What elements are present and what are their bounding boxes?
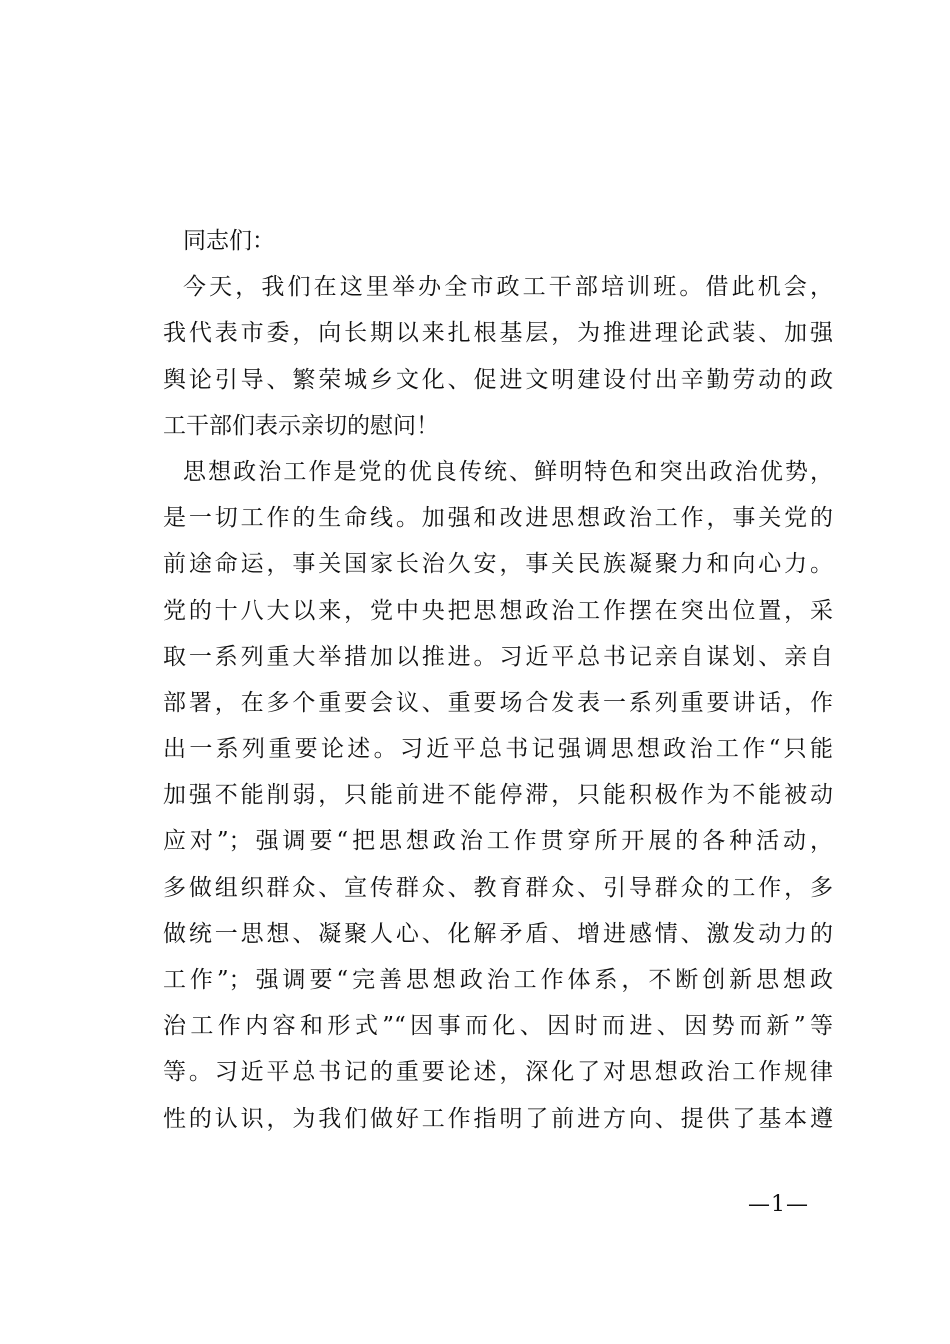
text-line: 今天，我们在这里举办全市政工干部培训班。借此机会，	[183, 274, 833, 301]
text-line: 我代表市委，向长期以来扎根基层，为推进理论武装、加强	[163, 320, 833, 347]
text-line: 思想政治工作是党的优良传统、鲜明特色和突出政治优势，	[183, 458, 833, 485]
page-number: —1—	[748, 1192, 809, 1217]
text-line: 出一系列重要论述。习近平总书记强调思想政治工作“只能	[163, 736, 833, 763]
text-line: 前途命运，事关国家长治久安，事关民族凝聚力和向心力。	[163, 551, 833, 578]
text-line: 做统一思想、凝聚人心、化解矛盾、增进感情、激发动力的	[163, 920, 833, 947]
text-line: 是一切工作的生命线。加强和改进思想政治工作，事关党的	[163, 505, 833, 532]
text-line: 党的十八大以来，党中央把思想政治工作摆在突出位置，采	[163, 597, 833, 624]
document-body	[163, 218, 833, 1142]
text-line: 同志们：	[183, 228, 275, 254]
text-line: 部署，在多个重要会议、重要场合发表一系列重要讲话，作	[163, 689, 833, 716]
text-line: 性的认识，为我们做好工作指明了前进方向、提供了基本遵	[163, 1105, 833, 1132]
text-line: 工作”；强调要“完善思想政治工作体系，不断创新思想政	[163, 967, 833, 993]
text-line: 舆论引导、繁荣城乡文化、促进文明建设付出辛勤劳动的政	[163, 366, 833, 393]
text-line: 应对”；强调要“把思想政治工作贯穿所开展的各种活动，	[163, 828, 833, 855]
text-line: 取一系列重大举措加以推进。习近平总书记亲自谋划、亲自	[163, 643, 833, 670]
text-line: 治工作内容和形式”“因事而化、因时而进、因势而新”等	[163, 1013, 833, 1040]
text-line: 加强不能削弱，只能前进不能停滞，只能积极作为不能被动	[163, 782, 833, 809]
text-line: 多做组织群众、宣传群众、教育群众、引导群众的工作，多	[163, 874, 833, 901]
text-line: 等。习近平总书记的重要论述，深化了对思想政治工作规律	[163, 1059, 833, 1086]
text-line: 工干部们表示亲切的慰问！	[163, 412, 439, 439]
